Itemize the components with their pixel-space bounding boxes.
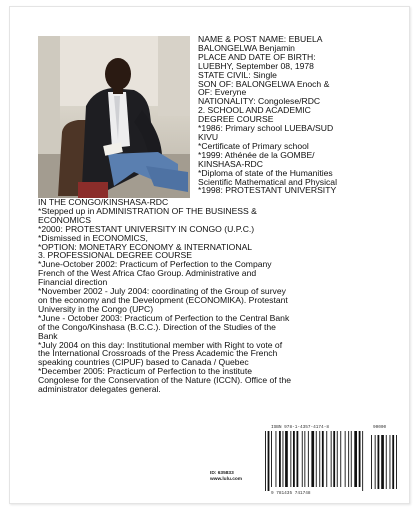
addon-barcode-bar bbox=[375, 435, 376, 489]
url-line: www.lulu.com bbox=[210, 477, 243, 482]
barcode-bar bbox=[268, 431, 270, 491]
bio-line: *Diploma of state of the Humanities bbox=[198, 167, 333, 178]
section-heading: DEGREE COURSE bbox=[198, 114, 274, 125]
bio-line: *1986: Primary school LUEBA/SUD bbox=[198, 123, 334, 134]
barcode-bar bbox=[308, 431, 309, 487]
barcode-bars bbox=[259, 431, 400, 493]
bio-line: *June-October 2002: Practicum of Perfection to the Company bbox=[38, 259, 272, 270]
barcode-bar bbox=[285, 431, 288, 487]
bio-line: BALONGELWA Benjamin bbox=[198, 42, 295, 53]
bio-line: OF: Everyne bbox=[198, 87, 247, 98]
barcode-bar bbox=[276, 431, 277, 487]
isbn-label: ISBN 978-1-4357-4174-8 bbox=[271, 425, 329, 430]
bio-line: on the economy and the Development (ECONOMIKA). Protestant bbox=[38, 294, 288, 305]
barcode-bar bbox=[316, 431, 317, 487]
addon-barcode-bar bbox=[392, 435, 394, 489]
bio-line: speaking countries (CIPUF) based to Canada / Quebec bbox=[38, 357, 249, 368]
biography-top-text bbox=[198, 35, 396, 195]
bio-line: *OPTION: MONETARY ECONOMY & INTERNATIONAL bbox=[38, 241, 253, 252]
barcode-bar bbox=[331, 431, 332, 487]
bio-line: Financial direction bbox=[38, 277, 108, 288]
barcode-bar bbox=[290, 431, 291, 487]
publisher-id bbox=[210, 471, 242, 483]
addon-barcode-bar bbox=[378, 435, 380, 489]
bio-line: *1998: PROTESTANT UNIVERSITY bbox=[198, 185, 337, 196]
bio-line: Scientific Mathematical and Physical bbox=[198, 176, 337, 187]
barcode-bar bbox=[322, 431, 324, 487]
book-back-cover bbox=[9, 6, 410, 504]
bio-line: *July 2004 on this day: Institutional member with Right to vote of bbox=[38, 339, 283, 350]
bio-line: *December 2005: Practicum of Perfection to the institute bbox=[38, 366, 252, 377]
bio-line: *June - October 2003: Practicum of Perfection to the Central Bank bbox=[38, 312, 290, 323]
barcode-bar bbox=[265, 431, 266, 491]
bio-line: NAME & POST NAME: EBUELA bbox=[198, 34, 323, 44]
barcode-bar bbox=[359, 431, 361, 487]
price-code: 90000 bbox=[373, 425, 387, 430]
barcode-bar bbox=[319, 431, 320, 487]
bio-line: KINSHASA-RDC bbox=[198, 158, 263, 169]
bio-line: STATE CIVIL: Single bbox=[198, 69, 277, 80]
barcode-bar bbox=[351, 431, 352, 487]
barcode-bar bbox=[345, 431, 346, 487]
barcode-bar bbox=[337, 431, 338, 487]
bio-line: Congolese for the Conservation of the Nature (ICCN). Office of the bbox=[38, 375, 292, 386]
barcode-bar bbox=[271, 431, 272, 487]
addon-barcode-bar bbox=[386, 435, 387, 489]
bio-line: IN THE CONGO/KINSHASA-RDC bbox=[38, 197, 169, 207]
id-line: ID: 635833 bbox=[210, 471, 234, 476]
bio-line: University in the Congo (UPC) bbox=[38, 303, 154, 314]
bio-line: *Stepped up in ADMINISTRATION OF THE BUSINESS & bbox=[38, 205, 257, 216]
bio-line: French of the West Africa Cfao Group. Administrative and bbox=[38, 268, 257, 279]
bio-line: KIVU bbox=[198, 131, 219, 142]
barcode-number: 9 781435 741748 bbox=[271, 491, 311, 496]
bio-line: ECONOMICS bbox=[38, 214, 91, 225]
barcode-bar bbox=[304, 431, 305, 487]
barcode-bar bbox=[311, 431, 314, 487]
bio-line: administrator delegates general. bbox=[38, 384, 161, 395]
barcode-bar bbox=[302, 431, 303, 487]
section-heading: 3. PROFESSIONAL DEGREE COURSE bbox=[38, 250, 192, 261]
author-photo bbox=[38, 36, 190, 198]
barcode-bar bbox=[354, 431, 357, 487]
biography-main-text bbox=[38, 198, 398, 394]
addon-barcode-bar bbox=[381, 435, 384, 489]
barcode-bar bbox=[340, 431, 341, 487]
bio-line: *Dismissed in ECONOMICS, bbox=[38, 232, 148, 243]
bio-line: of the Congo/Kinshasa (B.C.C.). Direction of the Studies of the bbox=[38, 321, 276, 332]
barcode-bar bbox=[348, 431, 349, 487]
bio-line: NATIONALITY: Congolese/RDC bbox=[198, 96, 321, 107]
bio-line: *Certificate of Primary school bbox=[198, 140, 309, 151]
bio-line: *2000: PROTESTANT UNIVERSITY IN CONGO (U.P.C.) bbox=[38, 223, 255, 234]
bio-line: PLACE AND DATE OF BIRTH: bbox=[198, 51, 316, 62]
addon-barcode-bar bbox=[371, 435, 372, 489]
isbn-barcode bbox=[259, 425, 400, 497]
barcode-bar bbox=[283, 431, 284, 487]
bio-line: *1999: Athénée de la GOMBE/ bbox=[198, 149, 315, 160]
bio-line: *November 2002 - July 2004: coordinating of the Group of survey bbox=[38, 286, 286, 297]
barcode-bar bbox=[326, 431, 327, 487]
addon-barcode-bar bbox=[390, 435, 391, 489]
section-heading: 2. SCHOOL AND ACADEMIC bbox=[198, 105, 311, 116]
bio-line: SON OF: BALONGELWA Enoch & bbox=[198, 78, 330, 89]
addon-barcode-bar bbox=[396, 435, 397, 489]
barcode-bar bbox=[279, 431, 281, 487]
bio-line: LUEBHY, September 08, 1978 bbox=[198, 60, 314, 71]
bio-line: the International Crossroads of the Press Academic the French bbox=[38, 348, 278, 359]
barcode-bar bbox=[293, 431, 295, 487]
barcode-bar bbox=[362, 431, 363, 491]
barcode-bar bbox=[333, 431, 335, 487]
barcode-bar bbox=[297, 431, 299, 487]
bio-line: Bank bbox=[38, 330, 58, 341]
author-photo-illustration bbox=[38, 36, 190, 198]
